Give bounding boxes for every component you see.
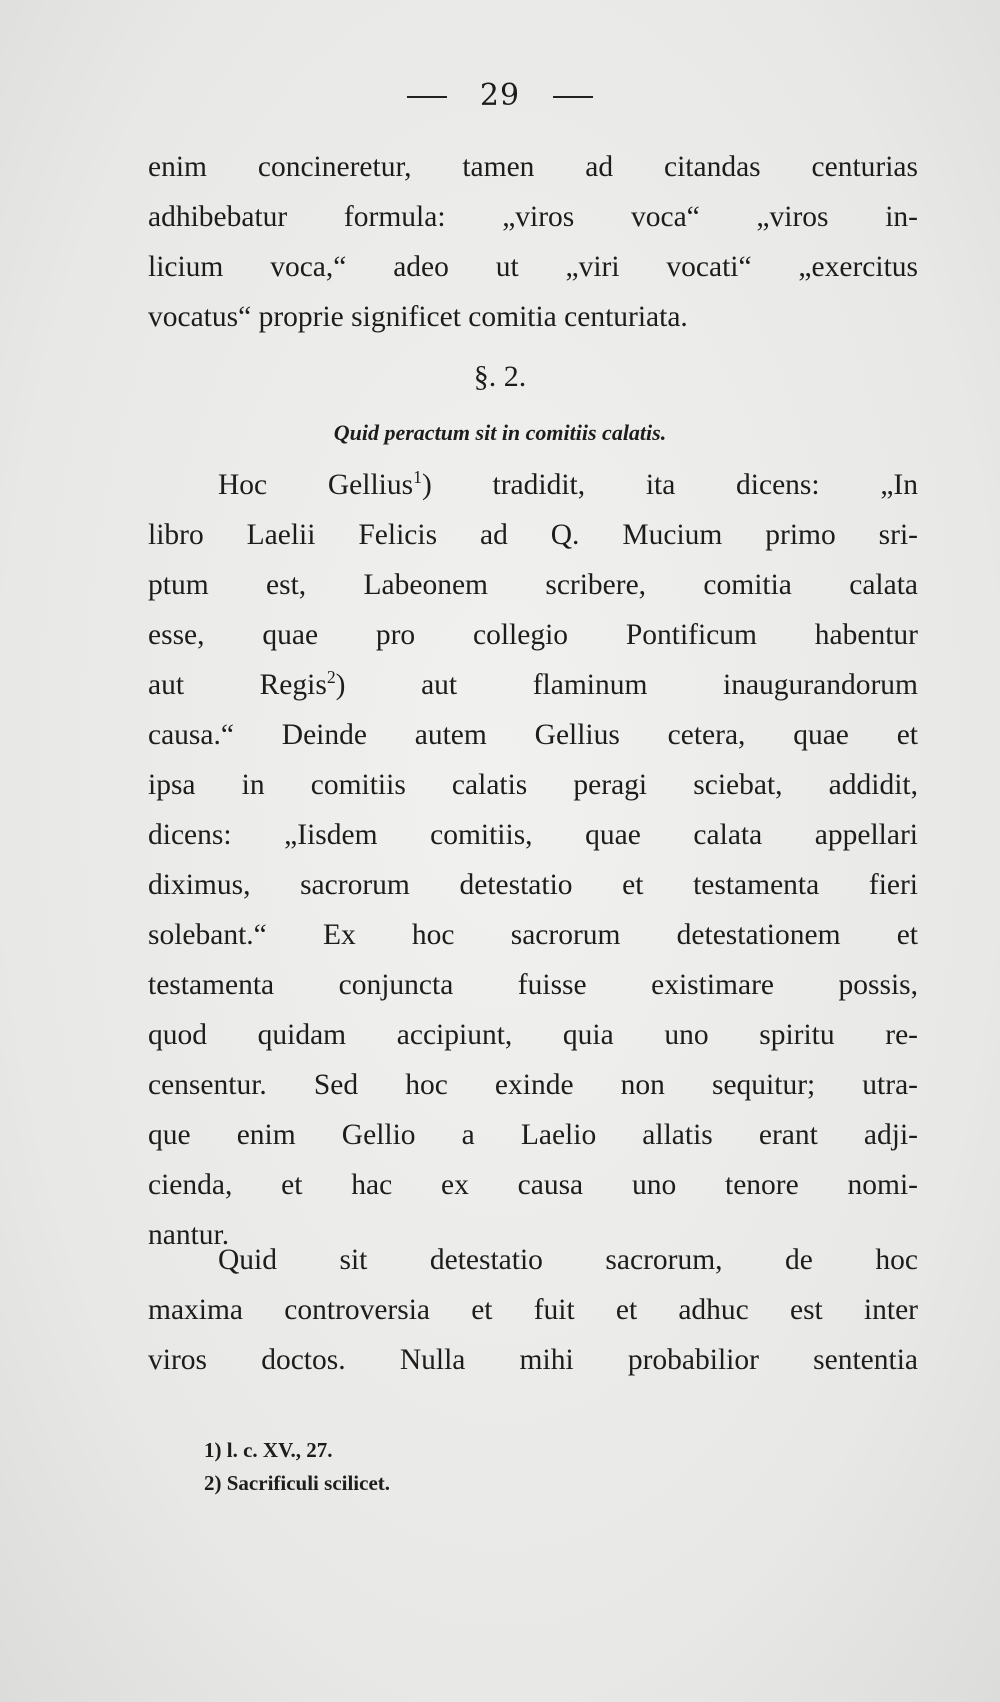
- page-body: [148, 142, 918, 342]
- page-header: [0, 78, 1000, 113]
- text-fragment: Hoc Gellius: [218, 469, 414, 501]
- text-line: esse, quae pro collegio Pontificum habentur: [148, 619, 918, 651]
- text-line: cienda, et hac ex causa uno tenore nomi-: [148, 1169, 918, 1201]
- text-line: causa.“ Deinde autem Gellius cetera, quae et: [148, 719, 918, 751]
- text-line: viros doctos. Nulla mihi probabilior sententia: [148, 1344, 918, 1376]
- text-line: adhibebatur formula: „viros voca“ „viros in-: [148, 201, 918, 233]
- paragraph-three: [148, 1235, 918, 1385]
- footnotes: [204, 1434, 390, 1500]
- text-line: testamenta conjuncta fuisse existimare possis,: [148, 969, 918, 1001]
- header-dash-right: [553, 96, 593, 98]
- text-line: solebant.“ Ex hoc sacrorum detestationem et: [148, 919, 918, 951]
- text-line: censentur. Sed hoc exinde non sequitur; utra-: [148, 1069, 918, 1101]
- header-dash-left: [407, 96, 447, 98]
- text-line: libro Laelii Felicis ad Q. Mucium primo sri-: [148, 519, 918, 551]
- section-mark: §. 2.: [473, 360, 527, 393]
- text-line: vocatus“ proprie significet comitia centuriata.: [148, 301, 688, 333]
- text-line: ipsa in comitiis calatis peragi sciebat, addidit,: [148, 769, 918, 801]
- text-line: nantur.: [148, 1219, 230, 1251]
- text-line: licium voca,“ adeo ut „viri vocati“ „exercitus: [148, 251, 918, 283]
- paragraph-two: [148, 460, 918, 1260]
- text-fragment: ) aut flaminum inaugurandorum: [335, 669, 918, 701]
- text-line: quod quidam accipiunt, quia uno spiritu re-: [148, 1019, 918, 1051]
- text-line: dicens: „Iisdem comitiis, quae calata appellari: [148, 819, 918, 851]
- text-line: [148, 660, 918, 710]
- footnote-1: 1) l. c. XV., 27.: [204, 1438, 333, 1462]
- text-line: enim concineretur, tamen ad citandas centurias: [148, 151, 918, 183]
- text-line: diximus, sacrorum detestatio et testamenta fieri: [148, 869, 918, 901]
- text-line: que enim Gellio a Laelio allatis erant adji-: [148, 1119, 918, 1151]
- text-line: [148, 460, 918, 510]
- text-line: maxima controversia et fuit et adhuc est inter: [148, 1294, 918, 1326]
- page-number: 29: [479, 78, 521, 113]
- text-line: ptum est, Labeonem scribere, comitia calata: [148, 569, 918, 601]
- text-fragment: ) tradidit, ita dicens: „In: [421, 469, 918, 501]
- section-subtitle: Quid peractum sit in comitiis calatis.: [333, 420, 667, 445]
- footnote-ref-2: 2: [326, 667, 336, 688]
- text-line: Quid sit detestatio sacrorum, de hoc: [218, 1244, 918, 1276]
- footnote-ref-1: 1: [413, 467, 422, 488]
- footnote-2: 2) Sacrificuli scilicet.: [204, 1471, 391, 1495]
- text-fragment: aut Regis: [148, 669, 327, 701]
